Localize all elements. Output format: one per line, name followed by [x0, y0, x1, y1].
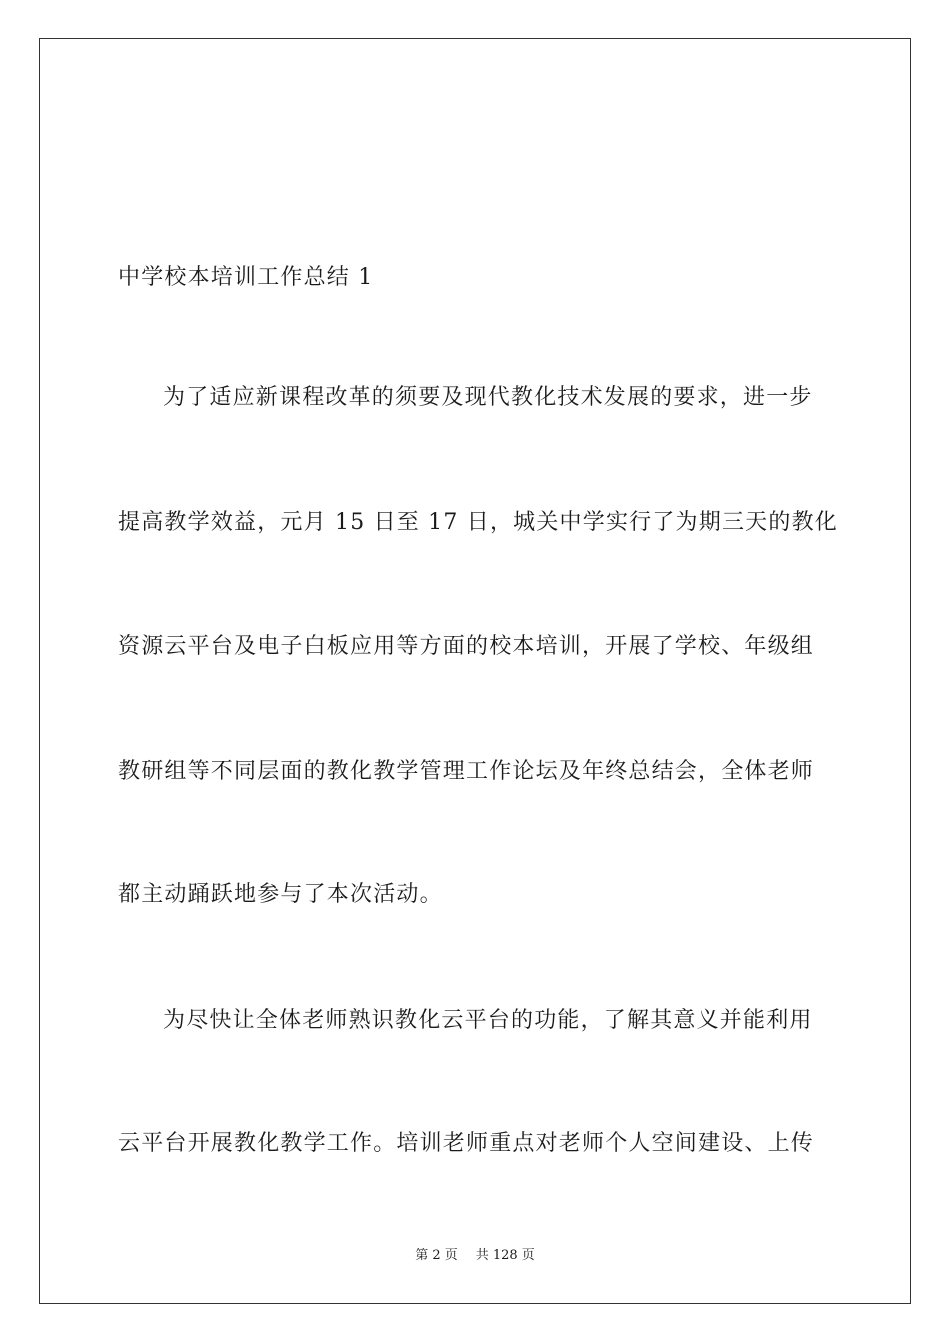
- paragraph-1-line-1: 为了适应新课程改革的须要及现代教化技术发展的要求，进一步: [163, 385, 813, 410]
- document-title: 中学校本培训工作总结 1: [118, 265, 374, 290]
- paragraph-1-line-4: 教研组等不同层面的教化教学管理工作论坛及年终总结会，全体老师: [118, 759, 815, 784]
- page-number: 第 2 页: [415, 1248, 458, 1263]
- paragraph-1-line-5: 都主动踊跃地参与了本次活动。: [118, 882, 443, 907]
- page-footer: [0, 1247, 950, 1265]
- page-border: [39, 38, 911, 1304]
- total-pages: 共 128 页: [475, 1248, 535, 1263]
- paragraph-1-line-2: 提高教学效益，元月 15 日至 17 日，城关中学实行了为期三天的教化: [118, 510, 838, 535]
- paragraph-2-line-1: 为尽快让全体老师熟识教化云平台的功能，了解其意义并能利用: [163, 1008, 813, 1033]
- paragraph-1-line-3: 资源云平台及电子白板应用等方面的校本培训，开展了学校、年级组: [118, 634, 815, 659]
- paragraph-2-line-2: 云平台开展教化教学工作。培训老师重点对老师个人空间建设、上传: [118, 1131, 815, 1156]
